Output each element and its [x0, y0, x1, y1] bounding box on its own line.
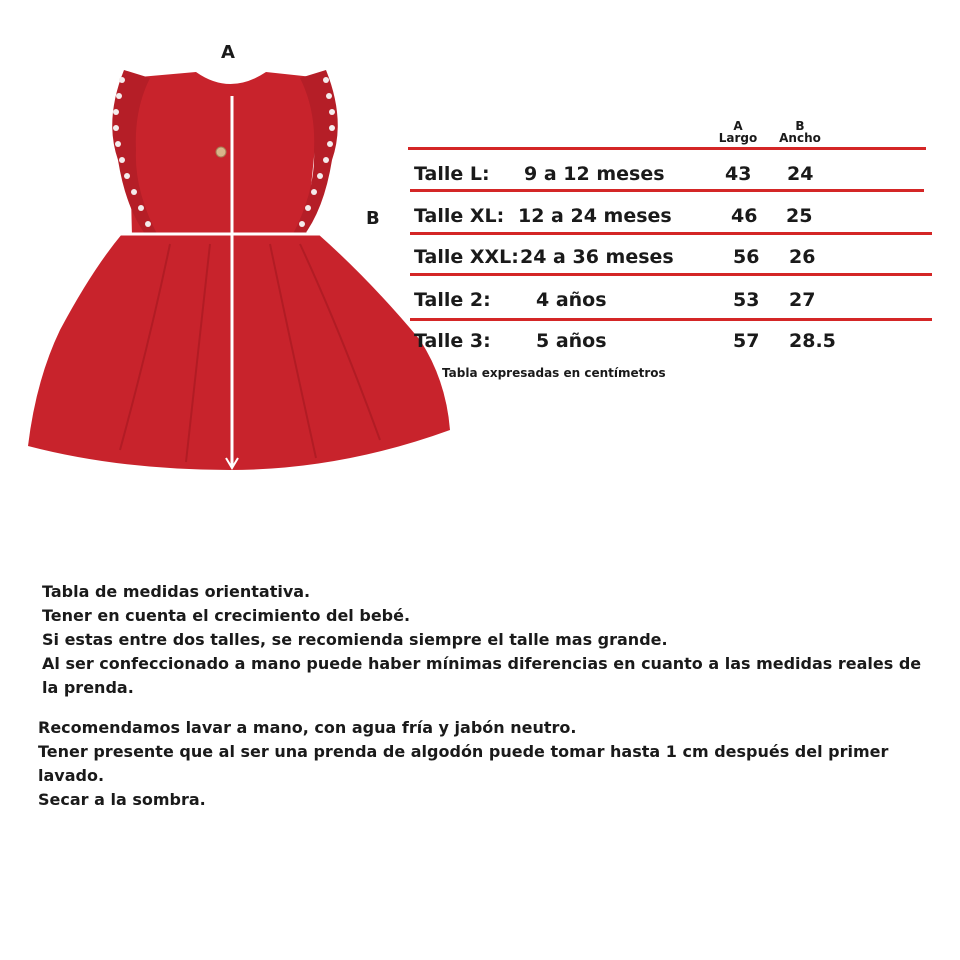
row-talle: Talle XL:: [414, 205, 505, 227]
note-line: Tener en cuenta el crecimiento del bebé.: [42, 606, 411, 625]
row-ancho: 27: [789, 289, 816, 311]
table-divider: [410, 189, 924, 192]
note-line: Al ser confeccionado a mano puede haber mínimas diferencias en cuanto a las medidas reales de la prenda.: [42, 654, 922, 697]
row-largo: 57: [733, 330, 760, 352]
row-ancho: 24: [787, 163, 814, 185]
row-talle: Talle 2:: [414, 289, 491, 311]
row-ancho: 26: [789, 246, 816, 268]
row-talle: Talle L:: [414, 163, 490, 185]
column-letter-b: B: [795, 119, 805, 133]
care-line: Secar a la sombra.: [38, 790, 206, 809]
table-divider: [410, 318, 932, 321]
care-line: Tener presente que al ser una prenda de algodón puede tomar hasta 1 cm después del primer lavado.: [38, 742, 889, 785]
table-divider: [408, 147, 926, 150]
column-header-largo: [716, 120, 760, 144]
row-edad: 24 a 36 meses: [520, 246, 674, 268]
table-divider: [410, 273, 932, 276]
marker-b: B: [366, 208, 380, 229]
dress-skirt: [28, 234, 450, 470]
note-line: Tabla de medidas orientativa.: [42, 582, 311, 601]
care-line: Recomendamos lavar a mano, con agua fría y jabón neutro.: [38, 718, 577, 737]
row-talle: Talle XXL:: [414, 246, 519, 268]
row-largo: 56: [733, 246, 760, 268]
note-line: Si estas entre dos talles, se recomienda siempre el talle mas grande.: [42, 630, 668, 649]
row-largo: 46: [731, 205, 758, 227]
dress-illustration: [0, 0, 480, 500]
dress-button: [216, 147, 226, 157]
row-talle: Talle 3:: [414, 330, 491, 352]
row-edad: 4 años: [536, 289, 607, 311]
care-instructions: [38, 716, 898, 812]
column-header-ancho: [776, 120, 824, 144]
column-letter-a: A: [733, 119, 743, 133]
row-largo: 53: [733, 289, 760, 311]
column-label-ancho: Ancho: [779, 131, 821, 145]
row-ancho: 28.5: [789, 330, 836, 352]
table-unit-note: Tabla expresadas en centímetros: [442, 366, 666, 380]
marker-a: A: [221, 42, 235, 63]
row-largo: 43: [725, 163, 752, 185]
row-ancho: 25: [786, 205, 813, 227]
column-label-largo: Largo: [718, 131, 758, 145]
sizing-notes: [42, 580, 932, 700]
row-edad: 5 años: [536, 330, 607, 352]
row-edad: 9 a 12 meses: [524, 163, 665, 185]
row-edad: 12 a 24 meses: [518, 205, 672, 227]
table-divider: [410, 232, 932, 235]
